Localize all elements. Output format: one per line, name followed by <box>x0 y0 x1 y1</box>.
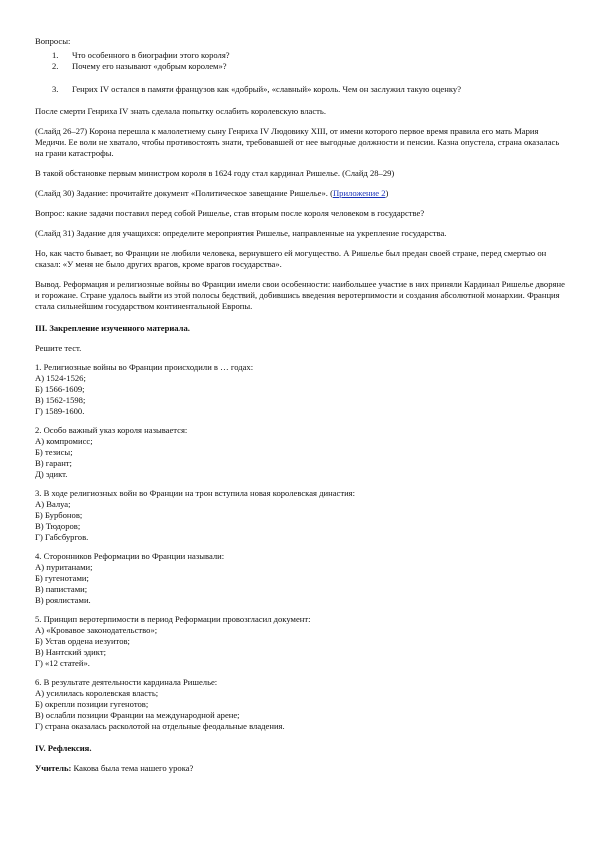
test-option: В) роялистами. <box>35 595 91 605</box>
test-option: А) усилилась королевская власть; <box>35 688 159 698</box>
section-3-title: III. Закрепление изученного материала. <box>35 323 190 333</box>
teacher-label: Учитель: <box>35 763 72 773</box>
question-item <box>52 61 565 72</box>
test-question-4 <box>35 551 565 606</box>
test-option: Б) Бурбонов; <box>35 510 83 520</box>
teacher-question <box>35 763 565 774</box>
test-option: Г) Габсбургов. <box>35 532 89 542</box>
test-option: А) Валуа; <box>35 499 71 509</box>
test-option: В) ослабли позиции Франции на международной арене; <box>35 710 240 720</box>
test-option: А) «Кровавое законодательство»; <box>35 625 158 635</box>
questions-heading: Вопросы: <box>35 36 71 46</box>
test-option: В) Тюдоров; <box>35 521 81 531</box>
paragraph-henry-death: После смерти Генриха IV знать сделала попытку ослабить королевскую власть. <box>35 106 326 116</box>
test-option: Г) страна оказалась расколотой на отдельные феодальные владения. <box>35 721 285 731</box>
paragraph-richelieu-minister: В такой обстановке первым министром короля в 1624 году стал кардинал Ришелье. (Слайд 28–29) <box>35 168 395 178</box>
task-text-end: ) <box>385 188 389 198</box>
test-question-6 <box>35 677 565 732</box>
test-option: В) 1562-1598; <box>35 395 86 405</box>
paragraph-slide-31-task: (Слайд 31) Задание для учащихся: определите мероприятия Ришелье, направленные на укрепление государства. <box>35 228 447 238</box>
test-option: В) Нантский эдикт; <box>35 647 106 657</box>
questions-list <box>35 50 565 95</box>
paragraph-question-richelieu: Вопрос: какие задачи поставил перед собой Ришелье, став вторым после короля человеком в государстве? <box>35 208 425 218</box>
test-option: А) компромисс; <box>35 436 93 446</box>
test-option: В) гарант; <box>35 458 72 468</box>
test-question-text: 4. Сторонников Реформации во Франции называли: <box>35 551 225 561</box>
test-option: Д) эдикт. <box>35 469 68 479</box>
question-item <box>52 50 565 61</box>
test-option: Б) 1566-1609; <box>35 384 85 394</box>
test-option: Б) Устав ордена иезуитов; <box>35 636 130 646</box>
test-question-3 <box>35 488 565 543</box>
section-4-title: IV. Рефлексия. <box>35 743 92 753</box>
test-option: Г) 1589-1600. <box>35 406 85 416</box>
appendix-2-link[interactable]: Приложение 2 <box>332 188 386 198</box>
question-number: 2. <box>52 61 59 71</box>
test-question-1 <box>35 362 565 417</box>
teacher-question-text: Какова была тема нашего урока? <box>71 763 194 773</box>
test-question-text: 5. Принцип веротерпимости в период Реформации провозгласил документ: <box>35 614 311 624</box>
test-question-text: 2. Особо важный указ короля называется: <box>35 425 188 435</box>
document-page <box>35 36 565 774</box>
test-option: Г) «12 статей». <box>35 658 90 668</box>
paragraph-richelieu-quote: Но, как часто бывает, во Франции не любили человека, вернувшего ей могущество. А Ришелье был предан своей стране, перед смертью он сказал: «У меня не было других врагов, кроме врагов государства». <box>35 248 547 269</box>
question-text: Почему его называют «добрым королем»? <box>72 61 227 71</box>
test-question-5 <box>35 614 565 669</box>
paragraph-slide-26-27: (Слайд 26–27) Корона перешла к малолетнему сыну Генриха IV Людовику XIII, от имени которого первое время правила его мать Мария Медичи. Ее воли не хватало, чтобы противостоять знати, требовавшей от нее выгодные должности и пенсии. Казна опустела, страна оказалась на грани катастрофы. <box>35 126 560 158</box>
test-question-text: 6. В результате деятельности кардинала Ришелье: <box>35 677 218 687</box>
task-text: (Слайд 30) Задание: прочитайте документ «Политическое завещание Ришелье». ( <box>35 188 333 198</box>
test-intro: Решите тест. <box>35 343 82 353</box>
paragraph-slide-30-task <box>35 188 565 199</box>
test-option: Б) окрепли позиции гугенотов; <box>35 699 149 709</box>
question-text: Генрих IV остался в памяти французов как «добрый», «славный» король. Чем он заслужил такую оценку? <box>72 84 462 94</box>
test-option: Б) тезисы; <box>35 447 73 457</box>
test-option: Б) гугенотами; <box>35 573 89 583</box>
test-option: В) папистами; <box>35 584 88 594</box>
test-option: А) пуританами; <box>35 562 93 572</box>
test-question-2 <box>35 425 565 480</box>
question-item <box>52 84 565 95</box>
question-number: 3. <box>52 84 59 94</box>
question-number: 1. <box>52 50 59 60</box>
test-question-text: 1. Религиозные войны во Франции происходили в … годах: <box>35 362 254 372</box>
test-question-text: 3. В ходе религиозных войн во Франции на трон вступила новая королевская династия: <box>35 488 356 498</box>
paragraph-conclusion: Вывод. Реформация и религиозные войны во Франции имели свои особенности: наибольшее участие в них приняли Кардинал Ришелье дворяне и горожане. Стране удалось выйти из этой полосы бедствий, добившись введения веротерпимости и создания абсолютной монархии. Франция стала сильнейшим государством континентальной Европы. <box>35 279 565 311</box>
question-text: Что особенного в биографии этого короля? <box>72 50 230 60</box>
test-option: А) 1524-1526; <box>35 373 86 383</box>
